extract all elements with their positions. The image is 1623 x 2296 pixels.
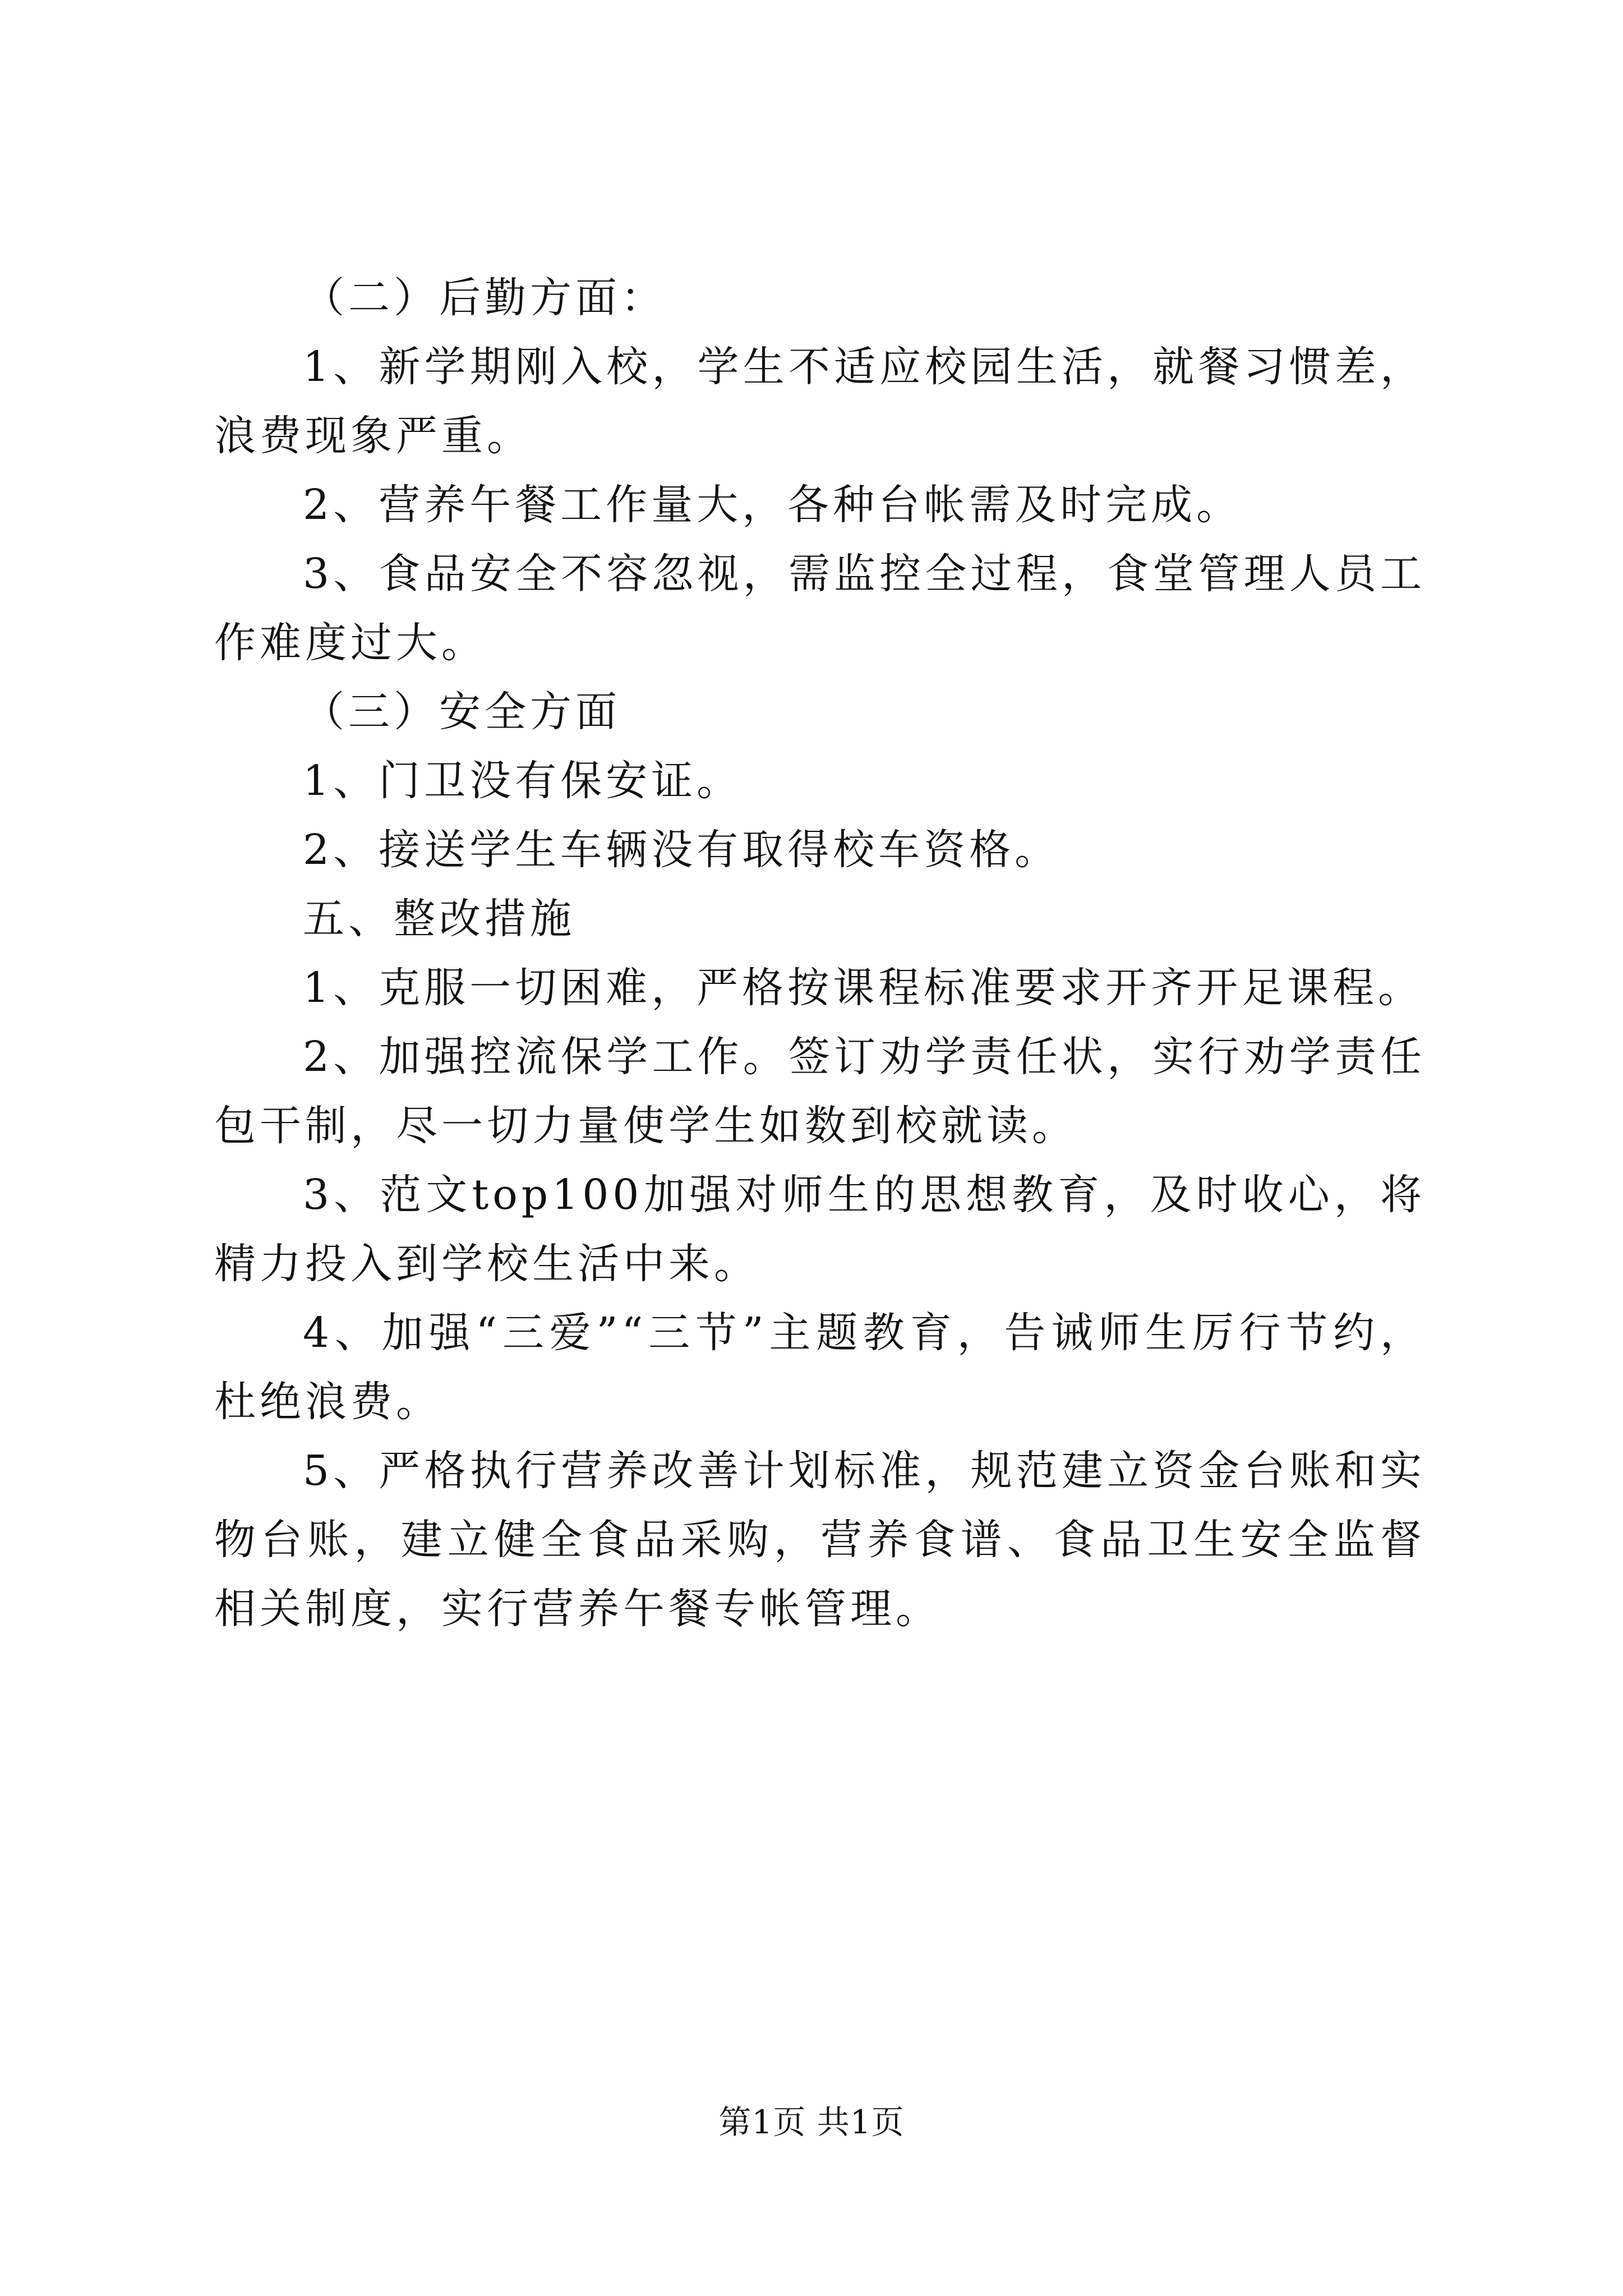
paragraph-logistics-2: 2、营养午餐工作量大，各种台帐需及时完成。 <box>303 481 1242 529</box>
paragraph-logistics-3: 3、食品安全不容忽视，需监控全过程，食堂管理人员工作难度过大。 <box>214 550 1426 667</box>
section-heading-measures: 五、整改措施 <box>303 895 575 943</box>
paragraph-safety-1: 1、门卫没有保安证。 <box>303 757 743 805</box>
document-body <box>214 264 1426 1644</box>
section-heading-logistics: （二）后勤方面： <box>303 274 666 322</box>
paragraph-measures-3: 3、范文top100加强对师生的思想教育，及时收心，将精力投入到学校生活中来。 <box>214 1171 1426 1288</box>
section-heading-safety: （三）安全方面 <box>303 688 621 736</box>
paragraph-measures-5: 5、严格执行营养改善计划标准，规范建立资金台账和实物台账，建立健全食品采购，营养食谱、食品卫生安全监督相关制度，实行营养午餐专帐管理。 <box>214 1447 1426 1633</box>
paragraph-measures-2: 2、加强控流保学工作。签订劝学责任状，实行劝学责任包干制，尽一切力量使学生如数到校就读。 <box>214 1033 1426 1150</box>
paragraph-safety-2: 2、接送学生车辆没有取得校车资格。 <box>303 826 1061 874</box>
paragraph-measures-1: 1、克服一切困难，严格按课程标准要求开齐开足课程。 <box>303 964 1424 1012</box>
page-number-footer: 第1页 共1页 <box>718 2103 905 2141</box>
paragraph-measures-4: 4、加强“三爱”“三节”主题教育，告诫师生厉行节约，杜绝浪费。 <box>214 1309 1426 1426</box>
paragraph-logistics-1: 1、新学期刚入校，学生不适应校园生活，就餐习惯差，浪费现象严重。 <box>214 343 1426 460</box>
